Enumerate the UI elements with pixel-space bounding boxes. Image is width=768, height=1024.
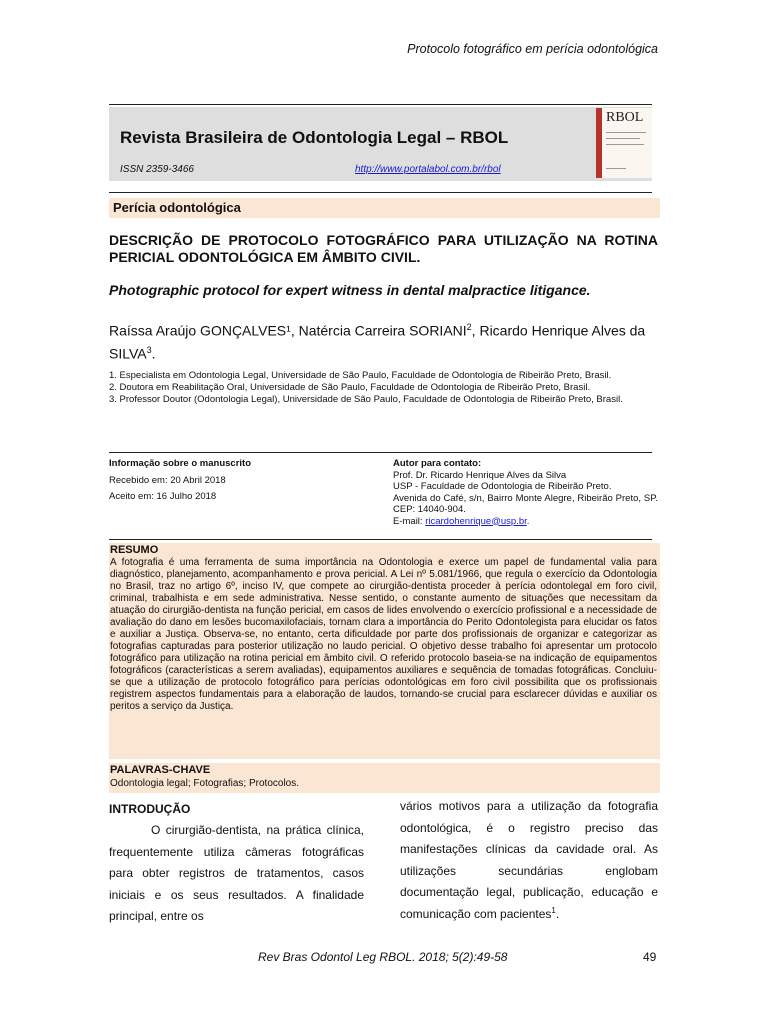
manuscript-info-label: Informação sobre o manuscrito [109, 458, 252, 469]
intro-left-column: O cirurgião-dentista, na prática clínica, frequentemente utiliza câmeras fotográficas para obter registros de tratamentos, casos iniciais e os seus resultados. A finalidade principal, entre os [109, 823, 364, 923]
reference-mark: 1 [551, 905, 556, 915]
journal-logo [596, 108, 652, 178]
author-name: Ricardo Henrique Alves da SILVA [109, 322, 646, 362]
affiliation-item: 1. Especialista em Odontologia Legal, Universidade de São Paulo, Faculdade de Odontologia de Ribeirão Preto, Brasil. [109, 370, 612, 381]
author-mark: 2 [466, 322, 472, 332]
abstract-title: RESUMO [110, 544, 159, 556]
divider [109, 192, 652, 193]
contact-label: Autor para contato: [393, 458, 482, 469]
keywords-title: PALAVRAS-CHAVE [110, 764, 211, 776]
author-list: Raíssa Araújo GONÇALVES¹, Natércia Carreira SORIANI$^2$, Ricardo Henrique Alves da SILVA$^3$. [109, 322, 646, 362]
page-number: 49 [643, 950, 657, 964]
journal-title: Revista Brasileira de Odontologia Legal – RBOL [120, 128, 509, 147]
contact-email-row: E-mail: ricardohenrique@usp.br. [393, 515, 530, 527]
footer-citation: Rev Bras Odontol Leg RBOL. 2018; 5(2):49-58 [258, 950, 508, 964]
divider [109, 452, 652, 453]
author-name: Raíssa Araújo GONÇALVES [109, 322, 287, 339]
contact-email-link[interactable]: ricardohenrique@usp.br [425, 515, 527, 527]
author-mark: 3 [146, 344, 152, 355]
journal-url-link[interactable]: http://www.portalabol.com.br/rbol [355, 164, 501, 175]
article-title-en: Photographic protocol for expert witness in dental malpractice litigance. [109, 282, 591, 298]
author-name: Natércia Carreira SORIANI [298, 322, 467, 339]
journal-issn: ISSN 2359-3466 [120, 164, 194, 175]
intro-right-column: vários motivos para a utilização da fotografia odontológica, é o registro preciso das manifestações clínicas da cavidade oral. As utilizações secundárias englobam documentação legal, publicação, educação e comunicação com pacientes$^1$. [400, 799, 658, 921]
accepted-date: Aceito em: 16 Julho 2018 [109, 491, 217, 502]
abstract-text: A fotografia é uma ferramenta de suma importância na Odontologia e exerce um papel de fundamental valia para diagnóstico, planejamento, acompanhamento e prova pericial. A Lei nº 5.081/1966, que regula o exercício da Odontologia no Brasil, traz no artigo 6º, inciso IV, que compete ao cirurgião-dentista proceder à perícia odontolegal em foro civil, criminal, trabalhista e em sede administrativa. Nesse sentido, o constante aumento de situações que necessitam da atuação do cirurgião-dentista na função pericial, em casos de lides envolvendo o exercício profissional e a necessidade de avaliação do dano em lesões bucomaxilofaciais, tornam clara a importância do Perito Odontolegista para elucidar os fatos e auxiliar a Justiça. Observa-se, no entanto, certa dificuldade por parte dos profissionais de organizar e categorizar as fotografias capturadas para posterior utilização no laudo pericial. O objetivo desse trabalho foi apresentar um protocolo fotográfico para utilização na rotina pericial em âmbito civil. O referido protocolo baseia-se na indicação de equipamentos fotográficos (características a serem avaliadas), equipamentos auxiliares e sequência de tomadas fotográficas. Concluiu-se que a utilização de protocolo fotográfico para perícias odontológicas em foro civil possibilita que os profissionais registrem aspectos fundamentais para a elaboração de laudos, tornando-se crucial para esclarecer dúvidas e auxiliar os peritos a serviço da Justiça. [110, 557, 657, 712]
author-mark: ¹ [286, 322, 291, 339]
contact-line: USP - Faculdade de Odontologia de Ribeirão Preto. [393, 481, 612, 492]
received-date: Recebido em: 20 Abril 2018 [109, 475, 226, 486]
intro-heading: INTRODUÇÃO [109, 802, 191, 816]
article-title-pt: DESCRIÇÃO DE PROTOCOLO FOTOGRÁFICO PARA UTILIZAÇÃO NA ROTINA PERICIAL ODONTOLÓGICA EM ÂMBITO CIVIL. [109, 232, 658, 265]
logo-text: RBOL [606, 110, 644, 125]
affiliations [109, 370, 658, 406]
contact-line: Prof. Dr. Ricardo Henrique Alves da Silva [393, 469, 567, 481]
divider [109, 539, 652, 540]
contact-block [393, 458, 658, 527]
running-header: Protocolo fotográfico em perícia odontológica [407, 42, 658, 56]
logo-spine [596, 108, 602, 178]
contact-line: Avenida do Café, s/n, Bairro Monte Alegre, Ribeirão Preto, SP. CEP: 14040-904. [393, 492, 658, 515]
affiliation-item: 3. Professor Doutor (Odontologia Legal), Universidade de São Paulo, Faculdade de Odontologia de Ribeirão Preto, Brasil. [109, 394, 623, 405]
divider [109, 104, 652, 105]
affiliation-item: 2. Doutora em Reabilitação Oral, Universidade de São Paulo, Faculdade de Odontologia de Ribeirão Preto, Brasil. [109, 382, 591, 393]
keywords-text: Odontologia legal; Fotografias; Protocolos. [110, 778, 299, 789]
section-label: Perícia odontológica [113, 200, 241, 215]
